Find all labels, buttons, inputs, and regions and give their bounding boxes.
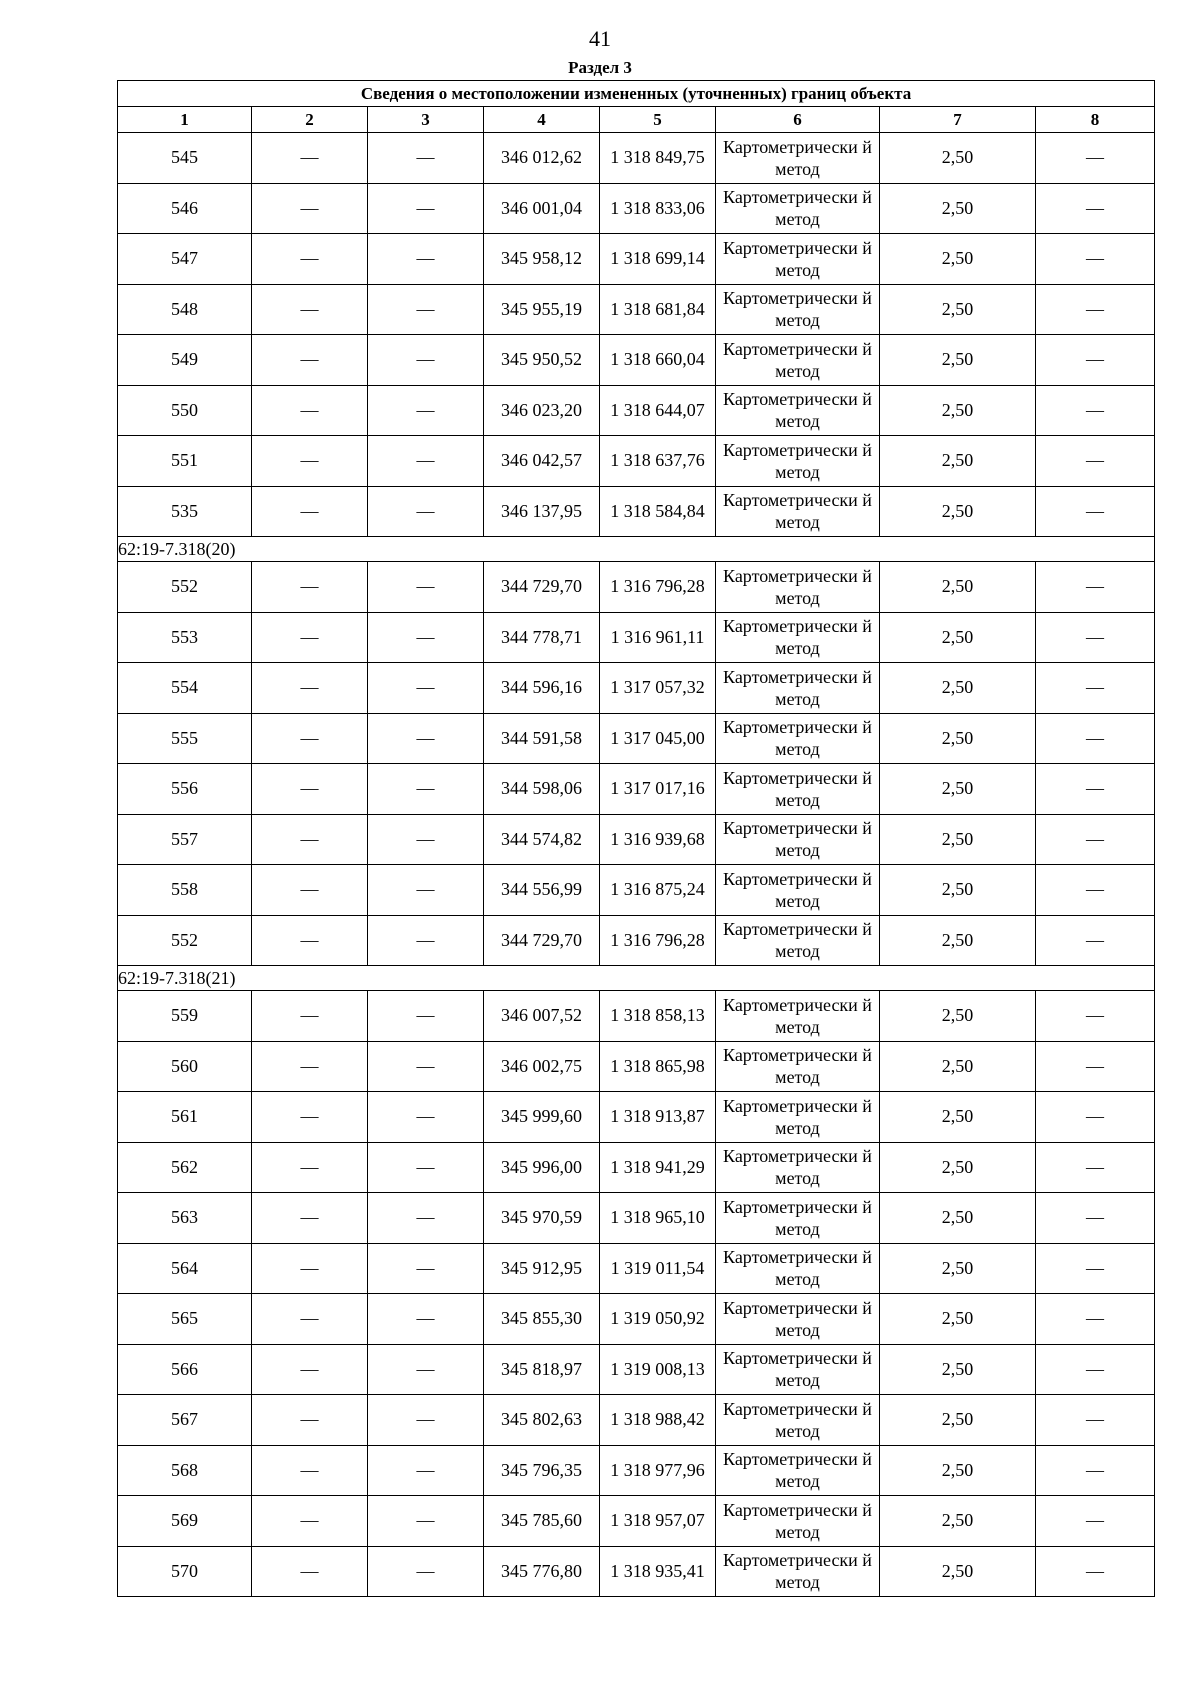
col2-cell: —	[252, 1344, 368, 1395]
point-number-cell: 549	[118, 335, 252, 386]
method-cell: Картометрически й метод	[716, 1294, 880, 1345]
y-coordinate-cell: 1 316 961,11	[600, 612, 716, 663]
col3-cell: —	[368, 1546, 484, 1597]
col8-cell: —	[1036, 234, 1155, 285]
table-row	[118, 865, 1155, 916]
col2-cell: —	[252, 1193, 368, 1244]
method-cell: Картометрически й метод	[716, 1142, 880, 1193]
point-number-cell: 570	[118, 1546, 252, 1597]
coordinates-table	[117, 80, 1155, 1597]
accuracy-cell: 2,50	[880, 814, 1036, 865]
point-number-cell: 547	[118, 234, 252, 285]
x-coordinate-cell: 344 574,82	[484, 814, 600, 865]
accuracy-cell: 2,50	[880, 1294, 1036, 1345]
accuracy-cell: 2,50	[880, 1395, 1036, 1446]
col3-cell: —	[368, 486, 484, 537]
col3-cell: —	[368, 713, 484, 764]
y-coordinate-cell: 1 318 584,84	[600, 486, 716, 537]
x-coordinate-cell: 344 729,70	[484, 562, 600, 613]
point-number-cell: 565	[118, 1294, 252, 1345]
y-coordinate-cell: 1 318 644,07	[600, 385, 716, 436]
col8-cell: —	[1036, 1445, 1155, 1496]
method-cell: Картометрически й метод	[716, 335, 880, 386]
table-row	[118, 1546, 1155, 1597]
col8-cell: —	[1036, 1142, 1155, 1193]
table-caption-row	[118, 81, 1155, 107]
group-label: 62:19-7.318(20)	[118, 537, 1155, 562]
point-number-cell: 545	[118, 133, 252, 184]
y-coordinate-cell: 1 317 057,32	[600, 663, 716, 714]
column-number-row	[118, 107, 1155, 133]
point-number-cell: 568	[118, 1445, 252, 1496]
y-coordinate-cell: 1 318 660,04	[600, 335, 716, 386]
accuracy-cell: 2,50	[880, 234, 1036, 285]
column-number: 5	[600, 107, 716, 133]
accuracy-cell: 2,50	[880, 486, 1036, 537]
col8-cell: —	[1036, 562, 1155, 613]
table-row	[118, 486, 1155, 537]
point-number-cell: 564	[118, 1243, 252, 1294]
method-cell: Картометрически й метод	[716, 284, 880, 335]
y-coordinate-cell: 1 318 941,29	[600, 1142, 716, 1193]
col8-cell: —	[1036, 713, 1155, 764]
col2-cell: —	[252, 713, 368, 764]
column-number: 8	[1036, 107, 1155, 133]
col8-cell: —	[1036, 1294, 1155, 1345]
x-coordinate-cell: 345 996,00	[484, 1142, 600, 1193]
accuracy-cell: 2,50	[880, 436, 1036, 487]
col3-cell: —	[368, 385, 484, 436]
table-body	[118, 81, 1155, 1597]
point-number-cell: 556	[118, 764, 252, 815]
col2-cell: —	[252, 612, 368, 663]
x-coordinate-cell: 345 776,80	[484, 1546, 600, 1597]
col8-cell: —	[1036, 612, 1155, 663]
col2-cell: —	[252, 1445, 368, 1496]
table-row	[118, 436, 1155, 487]
col8-cell: —	[1036, 814, 1155, 865]
col3-cell: —	[368, 1142, 484, 1193]
x-coordinate-cell: 345 958,12	[484, 234, 600, 285]
point-number-cell: 535	[118, 486, 252, 537]
x-coordinate-cell: 345 796,35	[484, 1445, 600, 1496]
point-number-cell: 569	[118, 1496, 252, 1547]
method-cell: Картометрически й метод	[716, 915, 880, 966]
y-coordinate-cell: 1 318 988,42	[600, 1395, 716, 1446]
x-coordinate-cell: 345 950,52	[484, 335, 600, 386]
point-number-cell: 557	[118, 814, 252, 865]
table-row	[118, 133, 1155, 184]
table-row	[118, 663, 1155, 714]
accuracy-cell: 2,50	[880, 991, 1036, 1042]
method-cell: Картометрически й метод	[716, 234, 880, 285]
table-row	[118, 1395, 1155, 1446]
col2-cell: —	[252, 915, 368, 966]
col3-cell: —	[368, 133, 484, 184]
y-coordinate-cell: 1 319 050,92	[600, 1294, 716, 1345]
method-cell: Картометрически й метод	[716, 385, 880, 436]
col8-cell: —	[1036, 1395, 1155, 1446]
y-coordinate-cell: 1 318 865,98	[600, 1041, 716, 1092]
col3-cell: —	[368, 612, 484, 663]
x-coordinate-cell: 345 999,60	[484, 1092, 600, 1143]
col3-cell: —	[368, 1092, 484, 1143]
group-label-row	[118, 966, 1155, 991]
y-coordinate-cell: 1 316 796,28	[600, 562, 716, 613]
method-cell: Картометрически й метод	[716, 814, 880, 865]
col8-cell: —	[1036, 1344, 1155, 1395]
table-row	[118, 562, 1155, 613]
table-row	[118, 1344, 1155, 1395]
col2-cell: —	[252, 1142, 368, 1193]
method-cell: Картометрически й метод	[716, 436, 880, 487]
method-cell: Картометрически й метод	[716, 764, 880, 815]
col8-cell: —	[1036, 991, 1155, 1042]
col3-cell: —	[368, 1445, 484, 1496]
col2-cell: —	[252, 1092, 368, 1143]
accuracy-cell: 2,50	[880, 1193, 1036, 1244]
col3-cell: —	[368, 436, 484, 487]
method-cell: Картометрически й метод	[716, 1041, 880, 1092]
x-coordinate-cell: 346 001,04	[484, 183, 600, 234]
accuracy-cell: 2,50	[880, 713, 1036, 764]
col2-cell: —	[252, 385, 368, 436]
col8-cell: —	[1036, 915, 1155, 966]
point-number-cell: 561	[118, 1092, 252, 1143]
col2-cell: —	[252, 865, 368, 916]
col2-cell: —	[252, 663, 368, 714]
col8-cell: —	[1036, 486, 1155, 537]
y-coordinate-cell: 1 316 796,28	[600, 915, 716, 966]
point-number-cell: 552	[118, 562, 252, 613]
table-caption: Сведения о местоположении измененных (уточненных) границ объекта	[118, 81, 1155, 107]
x-coordinate-cell: 345 785,60	[484, 1496, 600, 1547]
col2-cell: —	[252, 814, 368, 865]
col3-cell: —	[368, 764, 484, 815]
x-coordinate-cell: 345 955,19	[484, 284, 600, 335]
point-number-cell: 559	[118, 991, 252, 1042]
accuracy-cell: 2,50	[880, 1092, 1036, 1143]
accuracy-cell: 2,50	[880, 183, 1036, 234]
table-row	[118, 1142, 1155, 1193]
point-number-cell: 567	[118, 1395, 252, 1446]
x-coordinate-cell: 344 778,71	[484, 612, 600, 663]
col8-cell: —	[1036, 335, 1155, 386]
col3-cell: —	[368, 1041, 484, 1092]
col3-cell: —	[368, 562, 484, 613]
table-row	[118, 612, 1155, 663]
method-cell: Картометрически й метод	[716, 486, 880, 537]
col8-cell: —	[1036, 1243, 1155, 1294]
method-cell: Картометрически й метод	[716, 1092, 880, 1143]
table-row	[118, 183, 1155, 234]
accuracy-cell: 2,50	[880, 1445, 1036, 1496]
point-number-cell: 563	[118, 1193, 252, 1244]
column-number: 6	[716, 107, 880, 133]
y-coordinate-cell: 1 319 011,54	[600, 1243, 716, 1294]
y-coordinate-cell: 1 318 681,84	[600, 284, 716, 335]
x-coordinate-cell: 345 912,95	[484, 1243, 600, 1294]
col3-cell: —	[368, 663, 484, 714]
y-coordinate-cell: 1 318 699,14	[600, 234, 716, 285]
x-coordinate-cell: 346 023,20	[484, 385, 600, 436]
accuracy-cell: 2,50	[880, 335, 1036, 386]
method-cell: Картометрически й метод	[716, 865, 880, 916]
accuracy-cell: 2,50	[880, 915, 1036, 966]
y-coordinate-cell: 1 316 939,68	[600, 814, 716, 865]
point-number-cell: 554	[118, 663, 252, 714]
x-coordinate-cell: 344 556,99	[484, 865, 600, 916]
col8-cell: —	[1036, 133, 1155, 184]
col2-cell: —	[252, 1041, 368, 1092]
x-coordinate-cell: 345 802,63	[484, 1395, 600, 1446]
col2-cell: —	[252, 335, 368, 386]
y-coordinate-cell: 1 318 637,76	[600, 436, 716, 487]
accuracy-cell: 2,50	[880, 764, 1036, 815]
table-row	[118, 814, 1155, 865]
accuracy-cell: 2,50	[880, 1546, 1036, 1597]
col8-cell: —	[1036, 764, 1155, 815]
col3-cell: —	[368, 1243, 484, 1294]
col2-cell: —	[252, 1395, 368, 1446]
col8-cell: —	[1036, 663, 1155, 714]
col3-cell: —	[368, 1193, 484, 1244]
col2-cell: —	[252, 284, 368, 335]
accuracy-cell: 2,50	[880, 1142, 1036, 1193]
col8-cell: —	[1036, 1496, 1155, 1547]
method-cell: Картометрически й метод	[716, 991, 880, 1042]
col3-cell: —	[368, 865, 484, 916]
point-number-cell: 551	[118, 436, 252, 487]
col2-cell: —	[252, 183, 368, 234]
col8-cell: —	[1036, 284, 1155, 335]
col8-cell: —	[1036, 1092, 1155, 1143]
method-cell: Картометрически й метод	[716, 1395, 880, 1446]
point-number-cell: 555	[118, 713, 252, 764]
accuracy-cell: 2,50	[880, 133, 1036, 184]
y-coordinate-cell: 1 318 935,41	[600, 1546, 716, 1597]
table-row	[118, 1041, 1155, 1092]
table-row	[118, 1496, 1155, 1547]
col2-cell: —	[252, 486, 368, 537]
x-coordinate-cell: 345 818,97	[484, 1344, 600, 1395]
accuracy-cell: 2,50	[880, 385, 1036, 436]
col3-cell: —	[368, 814, 484, 865]
y-coordinate-cell: 1 318 858,13	[600, 991, 716, 1042]
y-coordinate-cell: 1 318 977,96	[600, 1445, 716, 1496]
x-coordinate-cell: 345 855,30	[484, 1294, 600, 1345]
accuracy-cell: 2,50	[880, 1344, 1036, 1395]
x-coordinate-cell: 344 729,70	[484, 915, 600, 966]
point-number-cell: 566	[118, 1344, 252, 1395]
col8-cell: —	[1036, 865, 1155, 916]
col3-cell: —	[368, 1395, 484, 1446]
col2-cell: —	[252, 133, 368, 184]
col3-cell: —	[368, 335, 484, 386]
method-cell: Картометрически й метод	[716, 562, 880, 613]
x-coordinate-cell: 344 591,58	[484, 713, 600, 764]
method-cell: Картометрически й метод	[716, 713, 880, 764]
col8-cell: —	[1036, 385, 1155, 436]
col8-cell: —	[1036, 183, 1155, 234]
col2-cell: —	[252, 234, 368, 285]
point-number-cell: 552	[118, 915, 252, 966]
accuracy-cell: 2,50	[880, 284, 1036, 335]
table-row	[118, 284, 1155, 335]
y-coordinate-cell: 1 318 849,75	[600, 133, 716, 184]
x-coordinate-cell: 344 596,16	[484, 663, 600, 714]
col3-cell: —	[368, 1496, 484, 1547]
table-row	[118, 1193, 1155, 1244]
point-number-cell: 548	[118, 284, 252, 335]
col2-cell: —	[252, 991, 368, 1042]
col2-cell: —	[252, 1243, 368, 1294]
method-cell: Картометрически й метод	[716, 183, 880, 234]
col2-cell: —	[252, 562, 368, 613]
col8-cell: —	[1036, 436, 1155, 487]
x-coordinate-cell: 346 012,62	[484, 133, 600, 184]
column-number: 7	[880, 107, 1036, 133]
point-number-cell: 546	[118, 183, 252, 234]
table-row	[118, 991, 1155, 1042]
point-number-cell: 558	[118, 865, 252, 916]
point-number-cell: 550	[118, 385, 252, 436]
accuracy-cell: 2,50	[880, 562, 1036, 613]
y-coordinate-cell: 1 317 017,16	[600, 764, 716, 815]
col2-cell: —	[252, 1294, 368, 1345]
method-cell: Картометрически й метод	[716, 1344, 880, 1395]
table-row	[118, 1092, 1155, 1143]
table-row	[118, 713, 1155, 764]
method-cell: Картометрически й метод	[716, 1193, 880, 1244]
col3-cell: —	[368, 284, 484, 335]
x-coordinate-cell: 346 042,57	[484, 436, 600, 487]
point-number-cell: 560	[118, 1041, 252, 1092]
y-coordinate-cell: 1 318 965,10	[600, 1193, 716, 1244]
col8-cell: —	[1036, 1546, 1155, 1597]
table-row	[118, 1294, 1155, 1345]
col2-cell: —	[252, 764, 368, 815]
point-number-cell: 553	[118, 612, 252, 663]
col8-cell: —	[1036, 1041, 1155, 1092]
page-number: 41	[589, 26, 611, 51]
table-row	[118, 234, 1155, 285]
x-coordinate-cell: 346 002,75	[484, 1041, 600, 1092]
column-number: 2	[252, 107, 368, 133]
col8-cell: —	[1036, 1193, 1155, 1244]
x-coordinate-cell: 346 137,95	[484, 486, 600, 537]
column-number: 1	[118, 107, 252, 133]
col2-cell: —	[252, 1546, 368, 1597]
method-cell: Картометрически й метод	[716, 1496, 880, 1547]
x-coordinate-cell: 345 970,59	[484, 1193, 600, 1244]
method-cell: Картометрически й метод	[716, 133, 880, 184]
col3-cell: —	[368, 183, 484, 234]
x-coordinate-cell: 344 598,06	[484, 764, 600, 815]
accuracy-cell: 2,50	[880, 1243, 1036, 1294]
col2-cell: —	[252, 436, 368, 487]
col3-cell: —	[368, 915, 484, 966]
col3-cell: —	[368, 234, 484, 285]
x-coordinate-cell: 346 007,52	[484, 991, 600, 1042]
y-coordinate-cell: 1 318 957,07	[600, 1496, 716, 1547]
method-cell: Картометрически й метод	[716, 663, 880, 714]
table-row	[118, 1445, 1155, 1496]
col3-cell: —	[368, 991, 484, 1042]
table-row	[118, 1243, 1155, 1294]
method-cell: Картометрически й метод	[716, 1243, 880, 1294]
col3-cell: —	[368, 1344, 484, 1395]
method-cell: Картометрически й метод	[716, 612, 880, 663]
y-coordinate-cell: 1 318 833,06	[600, 183, 716, 234]
accuracy-cell: 2,50	[880, 1041, 1036, 1092]
table-row	[118, 764, 1155, 815]
column-number: 4	[484, 107, 600, 133]
point-number-cell: 562	[118, 1142, 252, 1193]
accuracy-cell: 2,50	[880, 1496, 1036, 1547]
table-row	[118, 385, 1155, 436]
col3-cell: —	[368, 1294, 484, 1345]
y-coordinate-cell: 1 317 045,00	[600, 713, 716, 764]
group-label-row	[118, 537, 1155, 562]
y-coordinate-cell: 1 318 913,87	[600, 1092, 716, 1143]
col2-cell: —	[252, 1496, 368, 1547]
method-cell: Картометрически й метод	[716, 1445, 880, 1496]
accuracy-cell: 2,50	[880, 865, 1036, 916]
method-cell: Картометрически й метод	[716, 1546, 880, 1597]
accuracy-cell: 2,50	[880, 663, 1036, 714]
y-coordinate-cell: 1 319 008,13	[600, 1344, 716, 1395]
column-number: 3	[368, 107, 484, 133]
table-row	[118, 335, 1155, 386]
accuracy-cell: 2,50	[880, 612, 1036, 663]
section-title: Раздел 3	[568, 58, 632, 77]
table-row	[118, 915, 1155, 966]
group-label: 62:19-7.318(21)	[118, 966, 1155, 991]
y-coordinate-cell: 1 316 875,24	[600, 865, 716, 916]
